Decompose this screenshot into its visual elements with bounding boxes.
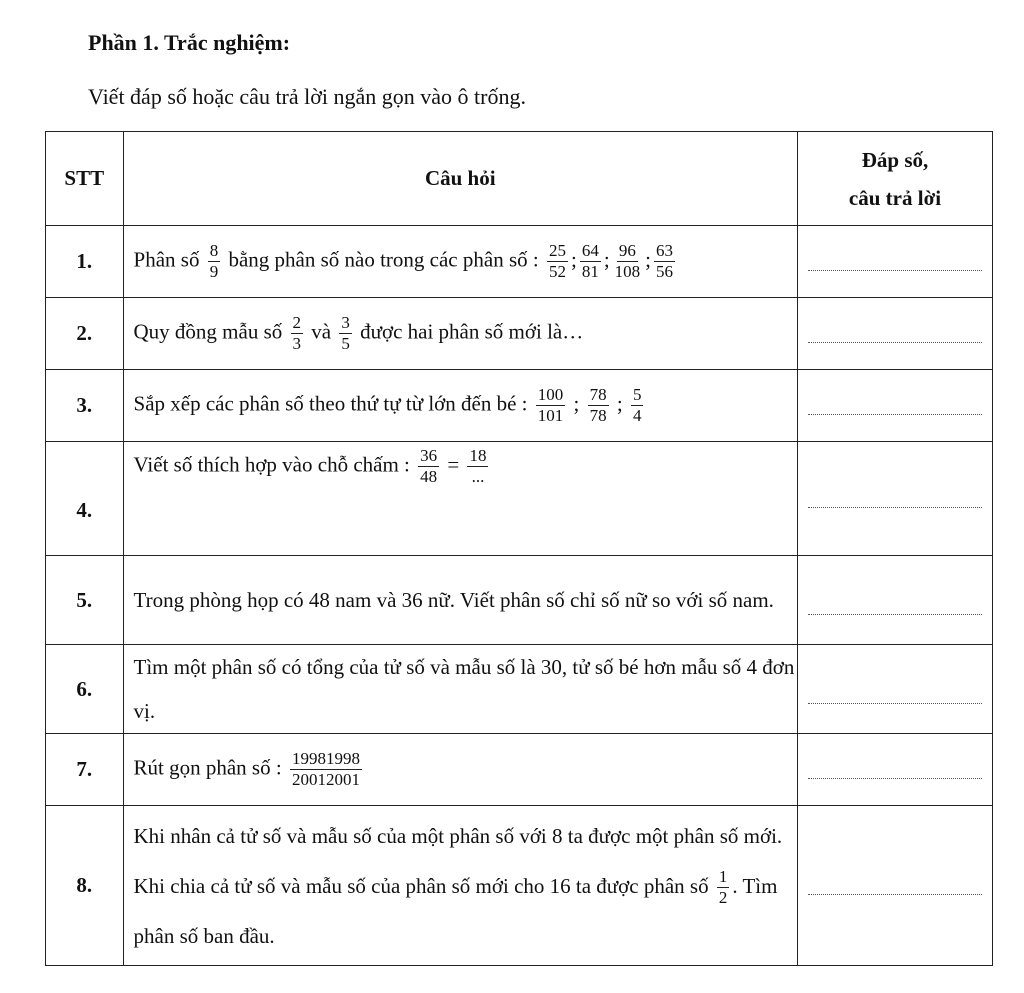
numerator: 25 <box>548 241 566 260</box>
denominator: 2 <box>718 888 728 908</box>
answer-cell[interactable] <box>797 442 992 556</box>
equals-sign: = <box>447 452 460 477</box>
question-text: Viết số thích hợp vào chỗ chấm : <box>133 452 410 477</box>
row-number: 8. <box>46 806 124 966</box>
question-cell <box>123 556 797 645</box>
answer-blank[interactable] <box>808 777 982 779</box>
answer-cell[interactable] <box>797 734 992 806</box>
table-row <box>46 645 993 734</box>
header-answer <box>797 132 992 226</box>
quiz-table <box>45 131 993 966</box>
denominator: 81 <box>581 262 599 281</box>
answer-blank[interactable] <box>808 269 982 271</box>
fraction <box>588 385 609 426</box>
answer-cell[interactable] <box>797 806 992 966</box>
question-cell <box>123 370 797 442</box>
separator: ; <box>616 391 623 416</box>
row-number: 5. <box>46 556 124 645</box>
question-cell <box>123 298 797 370</box>
fraction <box>291 313 304 354</box>
header-stt: STT <box>46 132 124 226</box>
numerator: 100 <box>537 385 564 404</box>
question-cell <box>123 226 797 298</box>
denominator: 52 <box>548 262 566 281</box>
denominator: 48 <box>420 467 438 486</box>
fraction <box>631 385 644 426</box>
separator: ; <box>603 247 610 272</box>
row-number: 1. <box>46 226 124 298</box>
denominator: 4 <box>632 406 642 425</box>
question-cell <box>123 734 797 806</box>
denominator: 9 <box>209 262 219 281</box>
question-text: Khi nhân cả tử số và mẫu số của một phân số với 8 ta được một phân số mới. Khi chia cả tử số và mẫu số của phân số mới cho 16 ta được phân số <box>133 823 783 898</box>
numerator: 19981998 <box>291 749 360 768</box>
answer-cell[interactable] <box>797 298 992 370</box>
fraction <box>208 241 221 282</box>
numerator: 18 <box>469 446 487 465</box>
denominator: 78 <box>589 406 607 425</box>
fraction <box>717 867 730 908</box>
table-row <box>46 556 993 645</box>
numerator: 5 <box>632 385 642 404</box>
header-answer-line1: Đáp số, <box>861 147 929 172</box>
question-text: và <box>311 319 332 344</box>
answer-blank[interactable] <box>808 613 982 615</box>
table-row <box>46 370 993 442</box>
numerator: 8 <box>209 241 219 260</box>
fraction <box>418 446 439 487</box>
numerator: 2 <box>292 313 302 332</box>
table-row <box>46 226 993 298</box>
numerator: 63 <box>656 241 673 260</box>
question-text: được hai phân số mới là… <box>360 319 584 344</box>
question-text: bằng phân số nào trong các phân số : <box>228 247 539 272</box>
question-cell <box>123 645 797 734</box>
denominator: 5 <box>341 334 350 353</box>
separator: ; <box>573 391 580 416</box>
fraction <box>536 385 566 426</box>
answer-blank[interactable] <box>808 413 982 415</box>
answer-cell[interactable] <box>797 556 992 645</box>
row-number: 6. <box>46 645 124 734</box>
denominator: 3 <box>292 334 302 353</box>
numerator: 1 <box>718 867 728 887</box>
table-row <box>46 298 993 370</box>
row-number: 7. <box>46 734 124 806</box>
question-cell <box>123 806 797 966</box>
question-text: Rút gọn phân số : <box>133 755 282 780</box>
numerator: 36 <box>420 446 438 465</box>
answer-cell[interactable] <box>797 226 992 298</box>
fraction <box>467 446 488 487</box>
answer-cell[interactable] <box>797 645 992 734</box>
denominator: 20012001 <box>291 770 360 789</box>
answer-blank[interactable] <box>808 341 982 343</box>
denominator: 56 <box>656 262 673 281</box>
fraction <box>290 749 362 790</box>
header-question: Câu hỏi <box>123 132 797 226</box>
numerator: 64 <box>581 241 599 260</box>
header-answer-line2: câu trả lời <box>848 185 942 210</box>
numerator: 3 <box>341 313 350 332</box>
fraction <box>580 241 601 282</box>
denominator: ... <box>471 467 485 486</box>
answer-blank[interactable] <box>808 506 982 508</box>
row-number: 4. <box>46 442 124 556</box>
separator: ; <box>645 247 651 272</box>
table-row <box>46 806 993 966</box>
fraction <box>339 313 352 354</box>
answer-blank[interactable] <box>808 702 982 704</box>
row-number: 3. <box>46 370 124 442</box>
question-text: Phân số <box>133 247 200 272</box>
question-cell <box>123 442 797 556</box>
question-text: Quy đồng mẫu số <box>133 319 283 344</box>
denominator: 101 <box>537 406 564 425</box>
row-number: 2. <box>46 298 124 370</box>
numerator: 78 <box>589 385 607 404</box>
answer-blank[interactable] <box>808 893 982 895</box>
denominator: 108 <box>614 262 641 281</box>
table-row <box>46 442 993 556</box>
fraction <box>547 241 568 282</box>
question-text: Tìm một phân số có tổng của tử số và mẫu số là 30, tử số bé hơn mẫu số 4 đơn vị. <box>133 655 795 723</box>
answer-cell[interactable] <box>797 370 992 442</box>
instruction-text: Viết đáp số hoặc câu trả lời ngắn gọn vào ô trống. <box>88 84 526 109</box>
numerator: 96 <box>618 241 636 260</box>
question-text: Sắp xếp các phân số theo thứ tự từ lớn đến bé : <box>133 391 528 416</box>
section-heading: Phần 1. Trắc nghiệm: <box>88 30 291 55</box>
fraction <box>654 241 675 282</box>
table-header-row <box>46 132 993 226</box>
question-text: . Tìm phân số ban đầu. <box>133 873 778 948</box>
question-text: Trong phòng họp có 48 nam và 36 nữ. Viết phân số chỉ số nữ so với số nam. <box>133 588 774 612</box>
fraction <box>613 241 643 282</box>
separator: ; <box>570 247 577 272</box>
table-row <box>46 734 993 806</box>
